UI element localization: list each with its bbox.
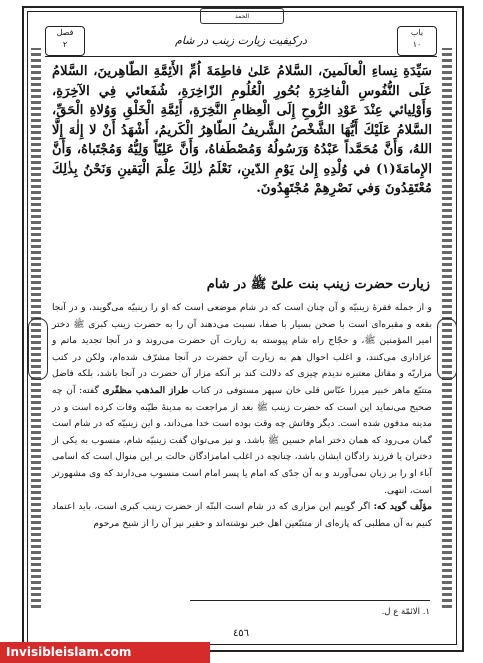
paragraph xyxy=(52,300,432,499)
ornament-medallion-left xyxy=(28,318,48,380)
section-title: زیارت حضرت زینب بنت علیّ ﷺ در شام xyxy=(206,277,430,292)
page-number: ٤٥٦ xyxy=(232,628,250,639)
section-box-label: فصل xyxy=(56,28,74,37)
book-title: طراز المذهب مظفّری xyxy=(102,384,189,396)
arabic-prayer-text: سَيِّدَةِ نِساءِ الْعالَمينَ، السَّلامُ عَلىٰ فاطِمَةَ اُمِّ الأَئِمَّةِ الطّاهِرينَ، السَّلامُ عَلَى النُّفُوسِ الْفاخِرَةِ بُحُورِ الْعُلُومِ الزّاخِرَةِ، شُفَعائي فِي الآخِرَةِ، وَأَوْلِيائي عِنْدَ عَوْدِ الرُّوحِ إِلَى الْعِظامِ النَّخِرَةِ، أَئِمَّةِ الْخَلْقِ وَوُلاةِ الْحَقِّ، السَّلامُ عَلَيْكَ أَيُّهَا الشَّخْصُ الشَّريفُ الطّاهِرُ الْكَريمُ، أَشْهَدُ أَنْ لا إِلٰهَ إِلَّا اللهُ، وَأَنَّ مُحَمَّداً عَبْدُهُ وَرَسُولُهُ وَمُصْطَفاهُ، وَأَنَّ عَلِيّاً وَلِيُّهُ وَمُجْتَباهُ، وَأَنَّ الإِمامَةَ(١) في وُلْدِهِ إِلىٰ يَوْمِ الدّينِ، نَعْلَمُ ذٰلِكَ عِلْمَ الْيَقينِ وَنَحْنُ بِذٰلِكَ مُعْتَقِدُونَ وَفي نَصْرِهِمْ مُجْتَهِدُونَ. xyxy=(52,64,432,196)
paragraph-text-continued: گفته: آن چه صحیح می‌نماید این است که حضرت زینب ﷺ بعد از مراجعت به مدینۀ طیّبه وفات کرده است و در مدینه مدفون شده است. دیگر وفاتش چه وقت بوده است خدا می‌داند، و این زینبیّه که در شام است گمان می‌رود که همان دختر امام حسین ﷺ باشد. و نیز می‌توان گفت زینبیّه شام، منسوب به یکی از دختران یا فرزند زادگان ایشان باشد، چنانچه در اغلب امامزادگان حالت بر این منوال است که اسامی آباء او را بر زبان نمی‌آورند و به آن جدّی که امام یا پسر امام است منسوب می‌دارند که وی مشهورتر است، انتهی. xyxy=(52,384,432,496)
watermark: Invisibleislam.com xyxy=(0,642,210,663)
chapter-box-number: ١٠ xyxy=(412,40,422,49)
page-header-title: درکیفیت زیارت زینب در شام xyxy=(175,34,307,47)
footnote-divider xyxy=(190,600,430,601)
chapter-box xyxy=(397,26,437,56)
footnote: ١. الائمّة ع ل. xyxy=(381,607,430,617)
section-box xyxy=(45,26,85,56)
author-note-label: مؤلّف گوید که: xyxy=(373,501,432,513)
body-text xyxy=(52,300,432,532)
page-header xyxy=(45,26,437,57)
section-box-number: ٢ xyxy=(62,40,68,49)
top-ornament-text: الحمد xyxy=(235,12,249,20)
paragraph-text: و از جمله فقرۀ زینبیّه و آن چنان است که در شام موضعی است که او را زینبیّه می‌گویند، و در آنجا بقعه و مقبره‌ای است با صحن بسیار با صفا، نسبت می‌دهند آن را به حضرت زینب کبری ﷺ دختر امیر المؤمنین ﷺ، و حجّاج راه شام پیوسته به زیارت آن حضرت می‌روند و در آنجا تجدید ماتم و عزاداری می‌کنند، و اغلب احوال هم به زیارت آن حضرت در آنجا مشرّف شده‌ام، ولکن در کتب مزاریّه و مقاتل معتبره ندیدم چیزی که دلالت کند بر آنکه مزار آن حضرت در آنجا باشد، بلکه فاضل متتبّع ماهر خبیر میرزا عبّاس قلی خان سپهر مستوفی در کتاب xyxy=(52,302,432,396)
top-ornament xyxy=(200,8,284,24)
chapter-box-label: باب xyxy=(410,28,424,37)
paragraph xyxy=(52,499,432,532)
ornament-medallion-right xyxy=(437,318,457,380)
paragraph-text: اگر گوییم این مزاری که در شام است البتّه از حضرت زینب کبری است، باید اعتماد کنیم به آن مطلبی که پاره‌ای از متتبّعین اهل خبر نوشته‌اند و حقیر نیز آن را از شیخ مرحوم xyxy=(52,501,432,529)
